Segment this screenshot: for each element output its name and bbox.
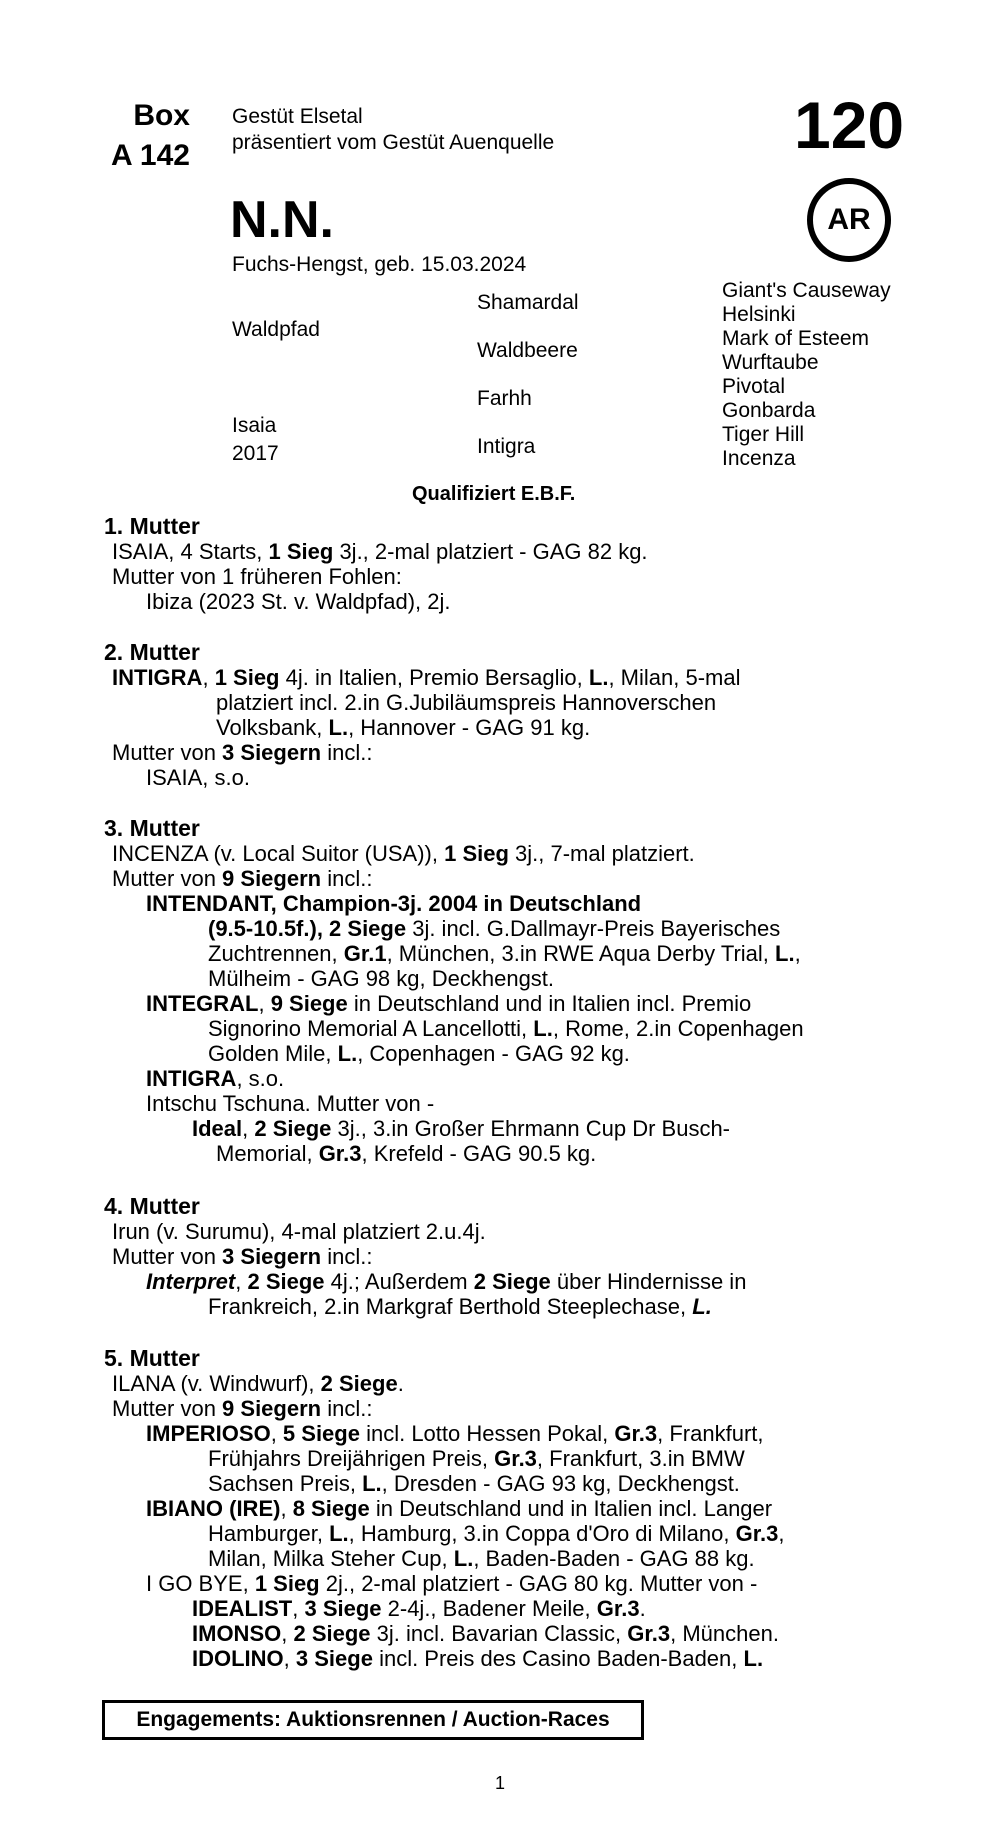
produce-item: IMPERIOSO, 5 Siege incl. Lotto Hessen Pokal, Gr.3, Frankfurt, — [146, 1421, 764, 1446]
produce-item: INTENDANT, Champion-3j. 2004 in Deutschland — [146, 891, 642, 916]
dam-line: ILANA (v. Windwurf), 2 Siege. — [112, 1371, 404, 1396]
ar-badge — [807, 178, 891, 262]
pedigree-ggp-7: Tiger Hill — [722, 423, 805, 446]
produce-item-cont: Signorino Memorial A Lancellotti, L., Rome, 2.in Copenhagen — [208, 1016, 804, 1041]
pedigree-dam: Isaia — [232, 414, 277, 437]
section-dam-2 — [104, 640, 904, 790]
grand-produce-item: Ideal, 2 Siege 3j., 3.in Großer Ehrmann Cup Dr Busch- — [192, 1116, 731, 1141]
produce-item-cont: Zuchtrennen, Gr.1, München, 3.in RWE Aqua Derby Trial, L., — [208, 941, 801, 966]
ar-badge-label: AR — [827, 203, 871, 236]
box-number: A 142 — [111, 139, 190, 172]
presenter: präsentiert vom Gestüt Auenquelle — [232, 131, 555, 154]
grand-produce-item: IDOLINO, 3 Siege incl. Preis des Casino Baden-Baden, L. — [192, 1646, 764, 1671]
produce-item-cont: Milan, Milka Steher Cup, L., Baden-Baden - GAG 88 kg. — [208, 1546, 755, 1571]
grand-produce-cont: Memorial, Gr.3, Krefeld - GAG 90.5 kg. — [216, 1141, 597, 1166]
pedigree-ggp-1: Giant's Causeway — [722, 279, 891, 302]
horse-name: N.N. — [230, 191, 334, 249]
pedigree-gp-1: Shamardal — [477, 291, 579, 314]
breeder: Gestüt Elsetal — [232, 105, 363, 128]
pedigree-sire: Waldpfad — [232, 318, 320, 341]
produce-item: I GO BYE, 1 Sieg 2j., 2-mal platziert - GAG 80 kg. Mutter von - — [146, 1571, 758, 1596]
produce-item-cont: Hamburger, L., Hamburg, 3.in Coppa d'Oro di Milano, Gr.3, — [208, 1521, 785, 1546]
produce-item-cont: Frankreich, 2.in Markgraf Berthold Steeplechase, L. — [208, 1294, 712, 1319]
produce-heading: Mutter von 1 früheren Fohlen: — [112, 564, 402, 589]
dam-line-cont: Volksbank, L., Hannover - GAG 91 kg. — [216, 715, 591, 740]
produce-heading: Mutter von 9 Siegern incl.: — [112, 866, 373, 891]
pedigree-ggp-6: Gonbarda — [722, 399, 816, 422]
grand-produce-item: IMONSO, 2 Siege 3j. incl. Bavarian Classic, Gr.3, München. — [192, 1621, 779, 1646]
grand-produce-item: IDEALIST, 3 Siege 2-4j., Badener Meile, Gr.3. — [192, 1596, 646, 1621]
produce-item: Ibiza (2023 St. v. Waldpfad), 2j. — [146, 589, 451, 614]
produce-item: IBIANO (IRE), 8 Siege in Deutschland und in Italien incl. Langer — [146, 1496, 773, 1521]
dam-line-cont: platziert incl. 2.in G.Jubiläumspreis Hannoverschen — [216, 690, 717, 715]
pedigree-ggp-4: Wurftaube — [722, 351, 819, 374]
lot-number: 120 — [794, 88, 905, 162]
produce-item: INTIGRA, s.o. — [146, 1066, 285, 1091]
section-title: 2. Mutter — [104, 639, 200, 665]
section-title: 4. Mutter — [104, 1193, 200, 1219]
produce-item: Intschu Tschuna. Mutter von - — [146, 1091, 435, 1116]
pedigree-ggp-3: Mark of Esteem — [722, 327, 870, 350]
engagements-box — [102, 1700, 644, 1740]
pedigree-ggp-5: Pivotal — [722, 375, 786, 398]
box-label: Box — [133, 99, 190, 132]
produce-item: ISAIA, s.o. — [146, 765, 250, 790]
section-dam-3 — [104, 816, 904, 1166]
dam-line: Irun (v. Surumu), 4-mal platziert 2.u.4j. — [112, 1219, 486, 1244]
section-dam-4 — [104, 1194, 904, 1319]
produce-item: INTEGRAL, 9 Siege in Deutschland und in Italien incl. Premio — [146, 991, 752, 1016]
section-dam-1 — [104, 514, 904, 614]
dam-line: INCENZA (v. Local Suitor (USA)), 1 Sieg 3j., 7-mal platziert. — [112, 841, 695, 866]
produce-item: Interpret, 2 Siege 4j.; Außerdem 2 Siege über Hindernisse in — [146, 1269, 747, 1294]
pedigree-dam-year: 2017 — [232, 442, 279, 465]
section-title: 5. Mutter — [104, 1345, 200, 1371]
produce-heading: Mutter von 3 Siegern incl.: — [112, 1244, 373, 1269]
pedigree-gp-2: Waldbeere — [477, 339, 578, 362]
produce-item-cont: (9.5-10.5f.), 2 Siege 3j. incl. G.Dallmayr-Preis Bayerisches — [208, 916, 781, 941]
engagements-label: Engagements: Auktionsrennen / Auction-Races — [136, 1708, 610, 1731]
section-title: 3. Mutter — [104, 815, 200, 841]
page-number: 1 — [494, 1773, 505, 1793]
section-dam-5 — [104, 1346, 904, 1671]
produce-item-cont: Frühjahrs Dreijährigen Preis, Gr.3, Frankfurt, 3.in BMW — [208, 1446, 745, 1471]
qualification: Qualifiziert E.B.F. — [412, 483, 576, 505]
dam-line: ISAIA, 4 Starts, 1 Sieg 3j., 2-mal platziert - GAG 82 kg. — [112, 539, 648, 564]
section-title: 1. Mutter — [104, 513, 200, 539]
produce-heading: Mutter von 3 Siegern incl.: — [112, 740, 373, 765]
pedigree-gp-4: Intigra — [477, 435, 536, 458]
produce-item-cont: Mülheim - GAG 98 kg, Deckhengst. — [208, 966, 555, 991]
pedigree-ggp-2: Helsinki — [722, 303, 796, 326]
produce-heading: Mutter von 9 Siegern incl.: — [112, 1396, 373, 1421]
pedigree-ggp-8: Incenza — [722, 447, 796, 470]
horse-description: Fuchs-Hengst, geb. 15.03.2024 — [232, 253, 527, 276]
dam-line: INTIGRA, 1 Sieg 4j. in Italien, Premio Bersaglio, L., Milan, 5-mal — [112, 665, 741, 690]
produce-item-cont: Golden Mile, L., Copenhagen - GAG 92 kg. — [208, 1041, 630, 1066]
produce-item-cont: Sachsen Preis, L., Dresden - GAG 93 kg, Deckhengst. — [208, 1471, 740, 1496]
pedigree-gp-3: Farhh — [477, 387, 532, 410]
